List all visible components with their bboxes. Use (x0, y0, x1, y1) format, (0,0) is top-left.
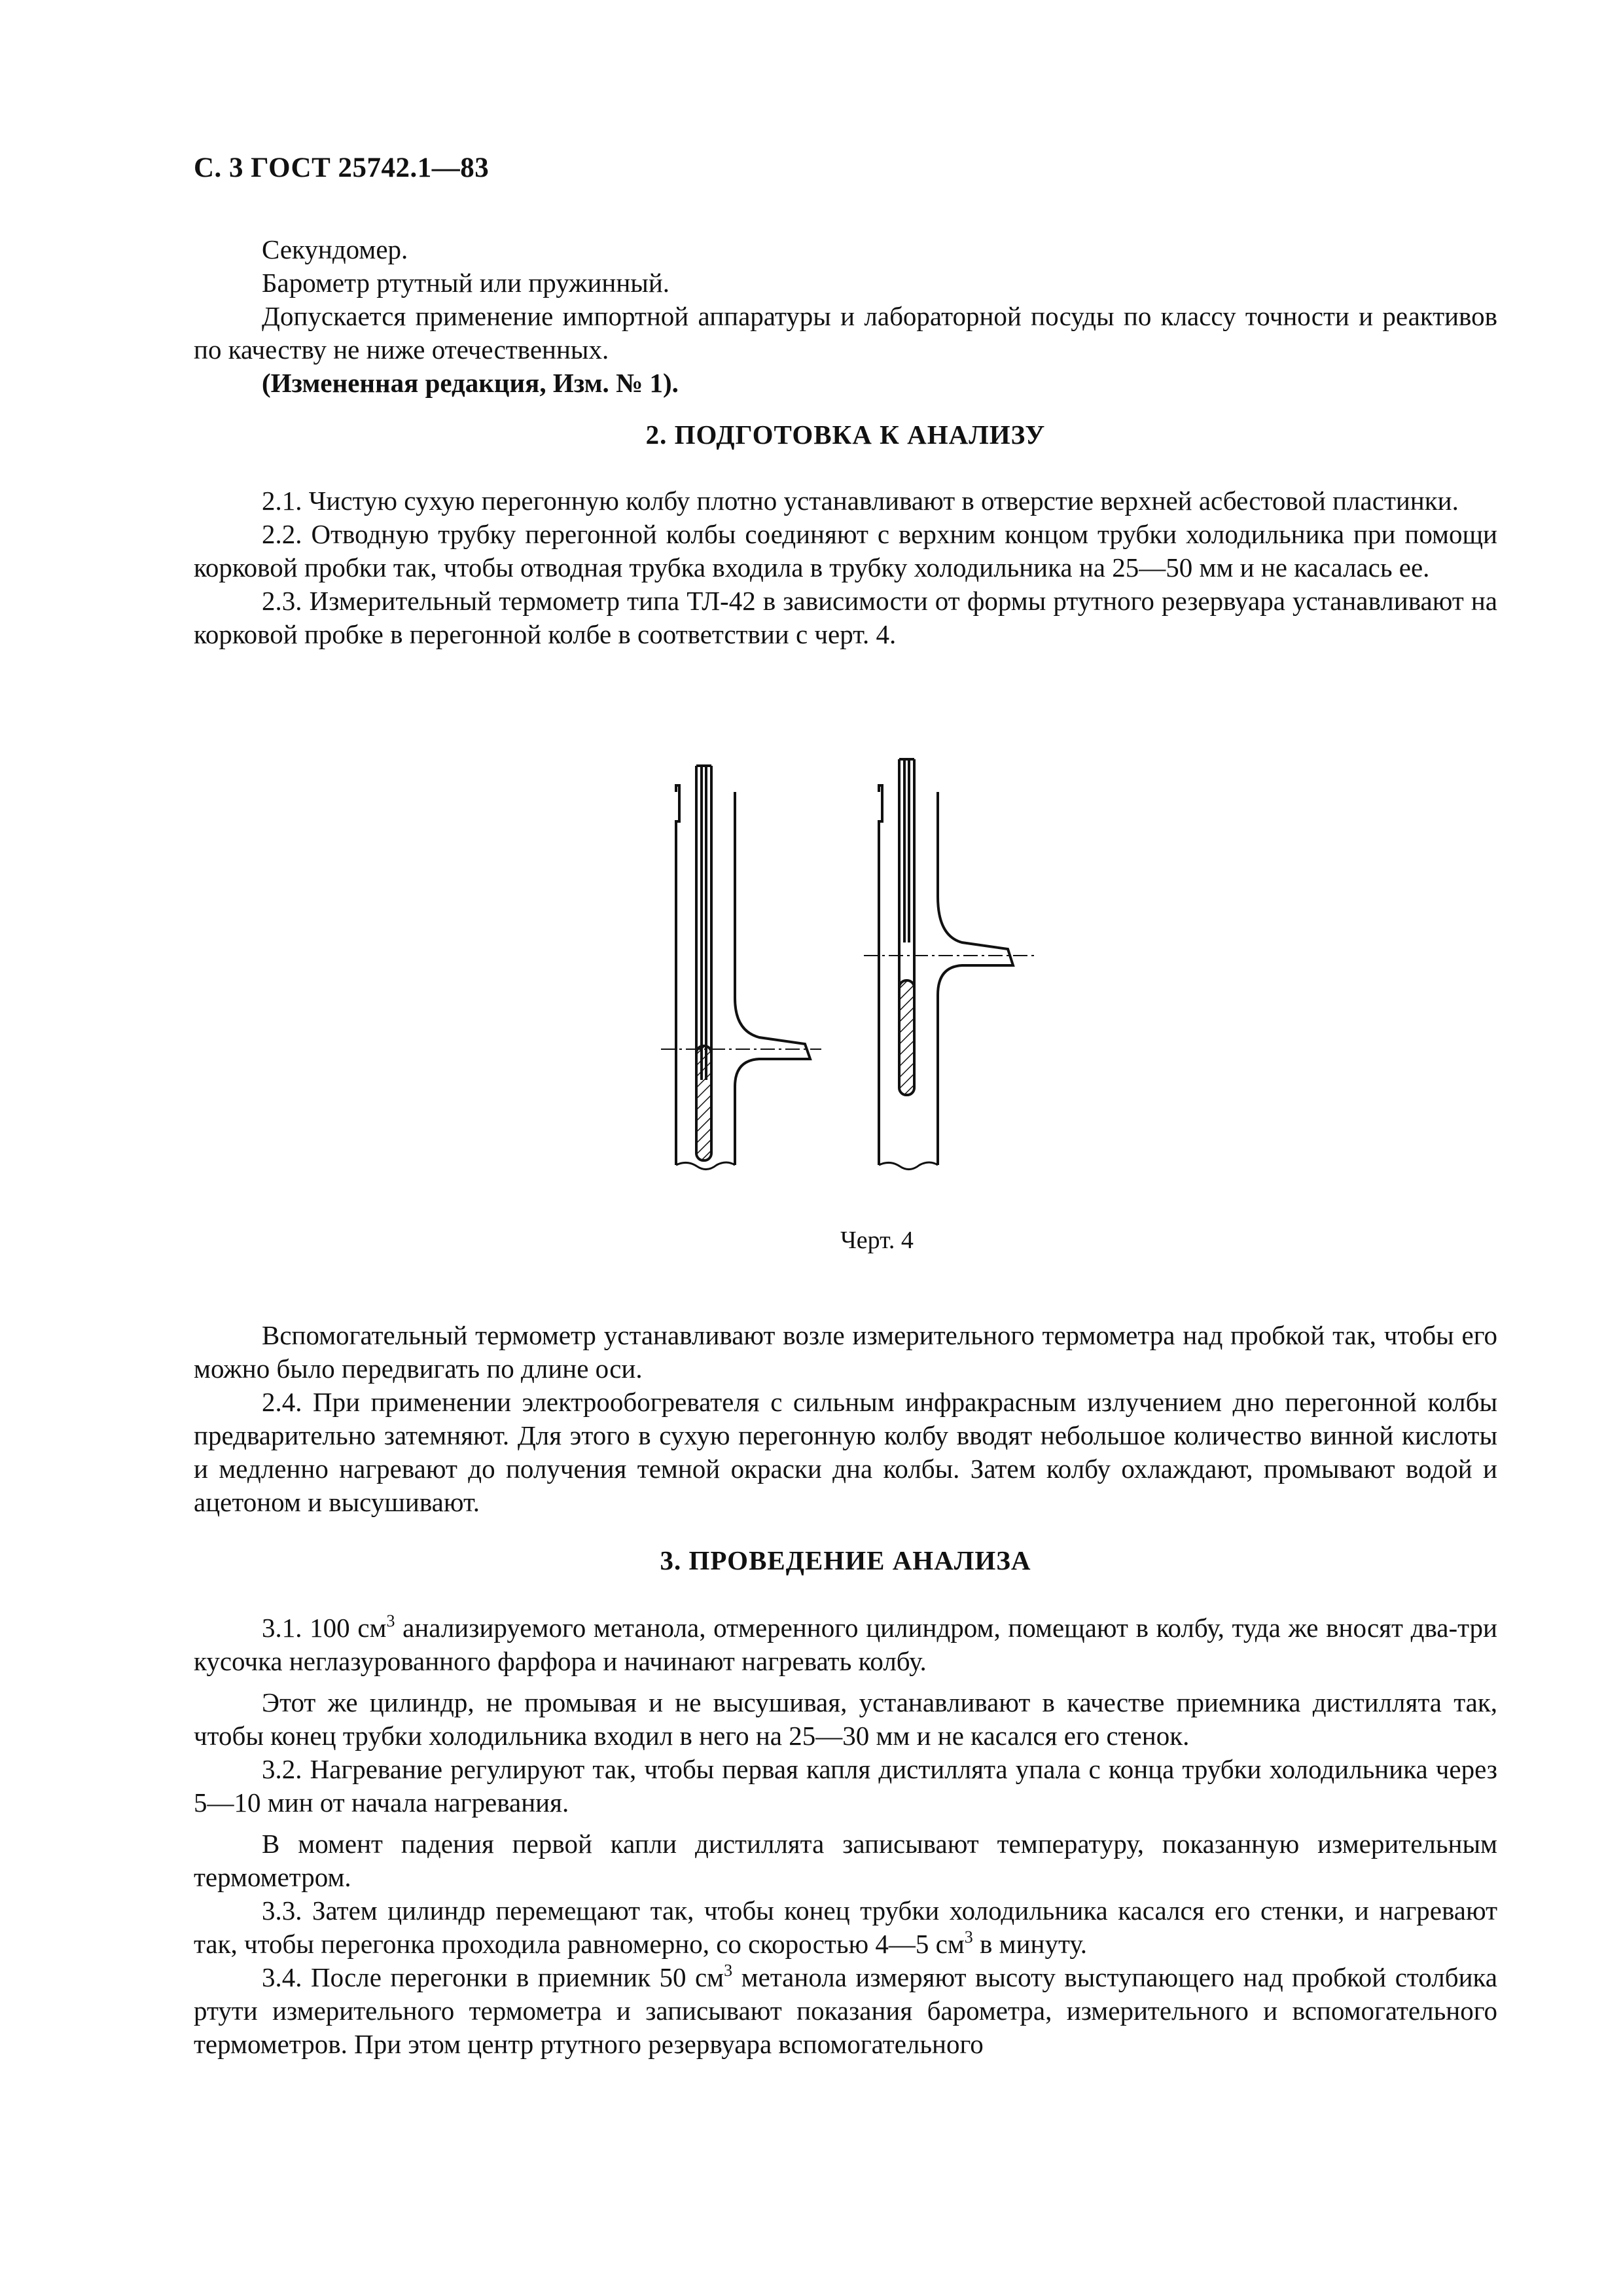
variant-b (864, 759, 1034, 1170)
paragraph: Этот же цилиндр, не промывая и не высушивая, устанавливают в качестве приемника дистиллята так, чтобы конец трубки холодильника входил в него на 25—30 мм и не касался его стенок. (194, 1687, 1497, 1751)
section-heading-3: 3. ПРОВЕДЕНИЕ АНАЛИЗА (660, 1545, 1031, 1575)
paragraph-3-3: 3.3. Затем цилиндр перемещают так, чтобы конец трубки холодильника касался его стенки, и нагревают так, чтобы перегонка проходила равномерно, со скоростью 4—5 $см^3$ в минуту. (194, 1895, 1497, 1959)
section-heading-2: 2. ПОДГОТОВКА К АНАЛИЗУ (645, 420, 1046, 450)
paragraph-3-1: 3.1. 100 $см^3$ анализируемого метанола, отмеренного цилиндром, помещают в колбу, туда же вносят два-три кусочка неглазурованного фарфора и начинают нагревать колбу. (194, 1611, 1498, 1676)
section3-body (194, 1611, 1497, 2061)
paragraph-2-2: 2.2. Отводную трубку перегонной колбы соединяют с верхним концом трубки холодильника при помощи корковой пробки так, чтобы отводная трубка входила в трубку холодильника на 25—50 мм и не касалась ее. (194, 519, 1497, 583)
figure-caption: Черт. 4 (840, 1227, 914, 1254)
paragraph-2-3: 2.3. Измерительный термометр типа ТЛ-42 в зависимости от формы ртутного резервуара устанавливают на корковой пробке в перегонной колбе в соответствии с черт. 4. (194, 586, 1497, 649)
page-header: С. 3 ГОСТ 25742.1—83 (194, 152, 490, 183)
paragraph: Секундомер. (262, 234, 408, 264)
thermometer-installation-drawing (641, 746, 1099, 1204)
paragraph-2-4: 2.4. При применении электрообогревателя с сильным инфракрасным излучением дно перегонной колбы предварительно затемняют. Для этого в сухую перегонную колбу вводят небольшое количество винной кислоты и медленно нагревают до получения темной окраски дна колбы. Затем колбу охлаждают, промывают водой и ацетоном и высушивают. (194, 1387, 1497, 1517)
variant-a (661, 766, 821, 1170)
paragraph: Барометр ртутный или пружинный. (262, 268, 670, 298)
mercury-reservoir-b (899, 980, 914, 1095)
paragraph: В момент падения первой капли дистиллята записывают температуру, показанную измерительным термометром. (194, 1829, 1497, 1892)
mercury-reservoir-a (696, 1046, 711, 1160)
paragraph: Вспомогательный термометр устанавливают возле измерительного термометра над пробкой так, чтобы его можно было передвигать по длине оси. (194, 1320, 1497, 1384)
post-figure-block (194, 1319, 1497, 1519)
paragraph-3-4: 3.4. После перегонки в приемник 50 $см^3$ метанола измеряют высоту выступающего над пробкой столбика ртути измерительного термометра и записывают показания барометра, измерительного и вспомогательного термометров. При этом центр ртутного резервуара вспомогательного (194, 1961, 1498, 2059)
amendment-note: (Измененная редакция, Изм. № 1). (262, 368, 679, 398)
paragraph: Допускается применение импортной аппаратуры и лабораторной посуды по классу точности и реактивов по качеству не ниже отечественных. (194, 301, 1497, 365)
paragraph-3-2: 3.2. Нагревание регулируют так, чтобы первая капля дистиллята упала с конца трубки холодильника через 5—10 мин от начала нагревания. (194, 1754, 1497, 1818)
intro-block (194, 233, 1497, 400)
section2-body (194, 484, 1497, 651)
paragraph-2-1: 2.1. Чистую сухую перегонную колбу плотно устанавливают в отверстие верхней асбестовой пластинки. (262, 486, 1459, 516)
